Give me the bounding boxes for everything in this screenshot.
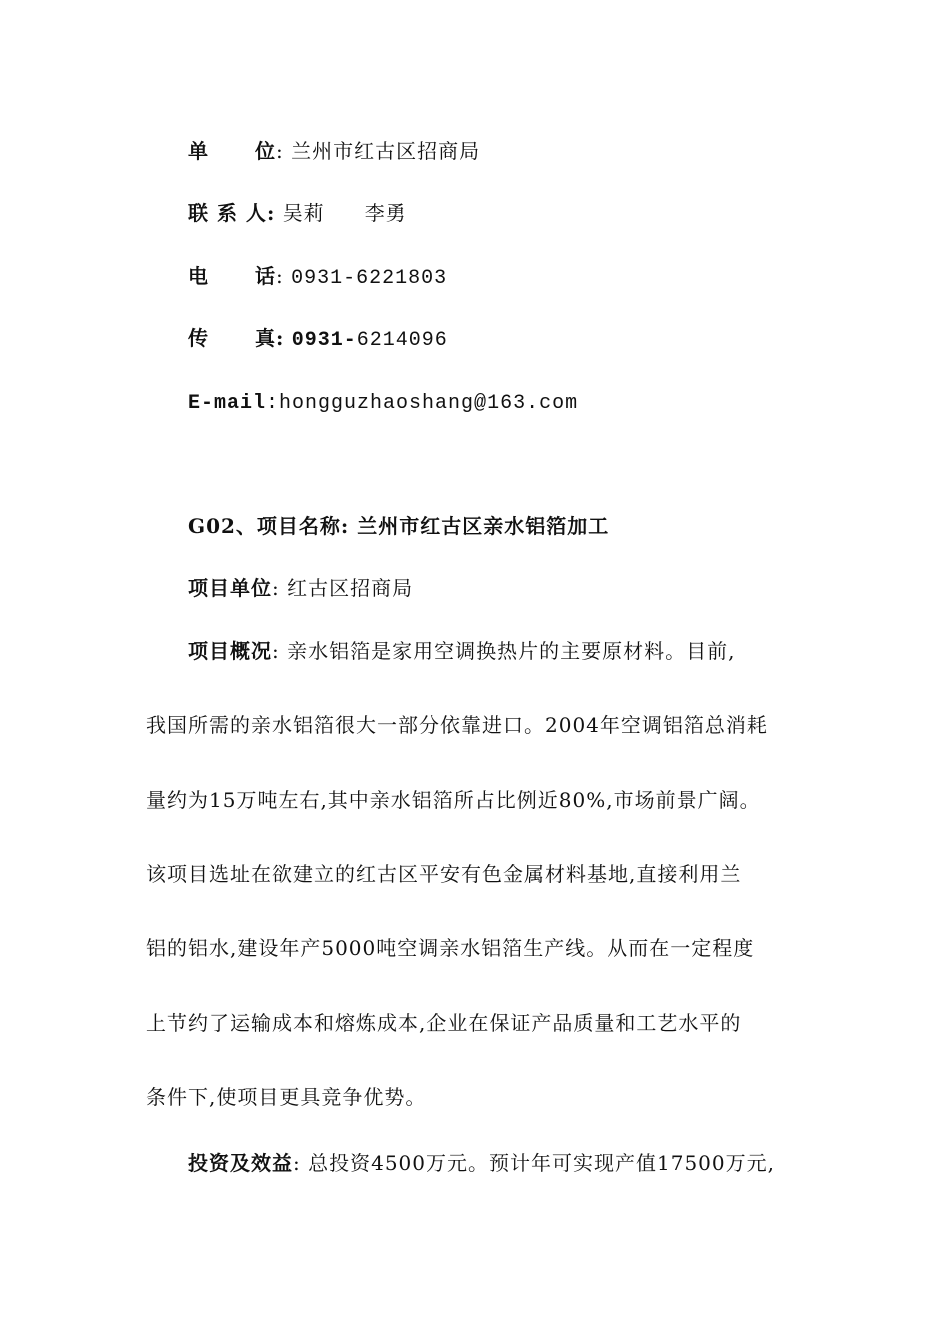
overview-line: 我国所需的亲水铝箔很大一部分依靠进口。2004年空调铝箔总消耗	[146, 713, 768, 737]
investment-label: 投资及效益	[188, 1151, 293, 1175]
email-value: hongguzhaoshang@163.com	[279, 392, 579, 415]
colon: :	[276, 139, 284, 163]
project-title-row	[188, 512, 609, 540]
unit-label-b: 位	[255, 139, 276, 163]
overview-line: 该项目选址在欲建立的红古区平安有色金属材料基地,直接利用兰	[146, 862, 742, 886]
phone-label-a: 电	[188, 264, 209, 288]
contact-person-1: 吴莉	[282, 201, 325, 225]
phone-label-b: 话	[255, 264, 276, 288]
phone-value: 0931-6221803	[291, 267, 448, 290]
fax-value-prefix: 0931-	[291, 329, 357, 352]
investment-row	[188, 1149, 775, 1177]
overview-line: 铝的铝水,建设年产5000吨空调亲水铝箔生产线。从而在一定程度	[146, 936, 755, 960]
colon: :	[293, 1151, 301, 1175]
email-row	[188, 387, 578, 418]
fax-label-b: 真	[255, 326, 276, 350]
phone-row	[188, 262, 447, 293]
investment-value: 总投资4500万元。预计年可实现产值17500万元,	[308, 1151, 775, 1175]
project-title-value: 兰州市红古区亲水铝箔加工	[357, 514, 610, 538]
unit-label-a: 单	[188, 139, 209, 163]
overview-first-line	[188, 637, 735, 665]
project-unit-row	[188, 574, 413, 602]
fax-row	[188, 324, 448, 355]
overview-line: 条件下,使项目更具竞争优势。	[146, 1085, 427, 1109]
fax-label-a: 传	[188, 326, 209, 350]
email-label: E-mail	[188, 392, 267, 415]
overview-line: 上节约了运输成本和熔炼成本,企业在保证产品质量和工艺水平的	[146, 1011, 742, 1035]
colon: :	[272, 576, 280, 600]
colon: :	[272, 639, 280, 663]
contact-label: 联 系 人	[188, 201, 267, 225]
colon: :	[266, 392, 280, 415]
overview-line: 量约为15万吨左右,其中亲水铝箔所占比例近80%,市场前景广阔。	[146, 788, 761, 812]
overview-label: 项目概况	[188, 639, 272, 663]
project-unit-value: 红古区招商局	[287, 576, 414, 600]
colon: :	[276, 326, 285, 350]
overview-line: 亲水铝箔是家用空调换热片的主要原材料。目前,	[287, 639, 736, 663]
project-unit-label: 项目单位	[188, 576, 272, 600]
unit-row	[188, 137, 480, 165]
fax-value-rest: 6214096	[356, 329, 448, 352]
contact-person-2: 李勇	[364, 201, 407, 225]
colon: :	[276, 264, 284, 288]
project-title-label: G02、项目名称:	[188, 514, 350, 538]
contact-row	[188, 199, 407, 227]
colon: :	[266, 201, 276, 225]
unit-value: 兰州市红古区招商局	[291, 139, 481, 163]
